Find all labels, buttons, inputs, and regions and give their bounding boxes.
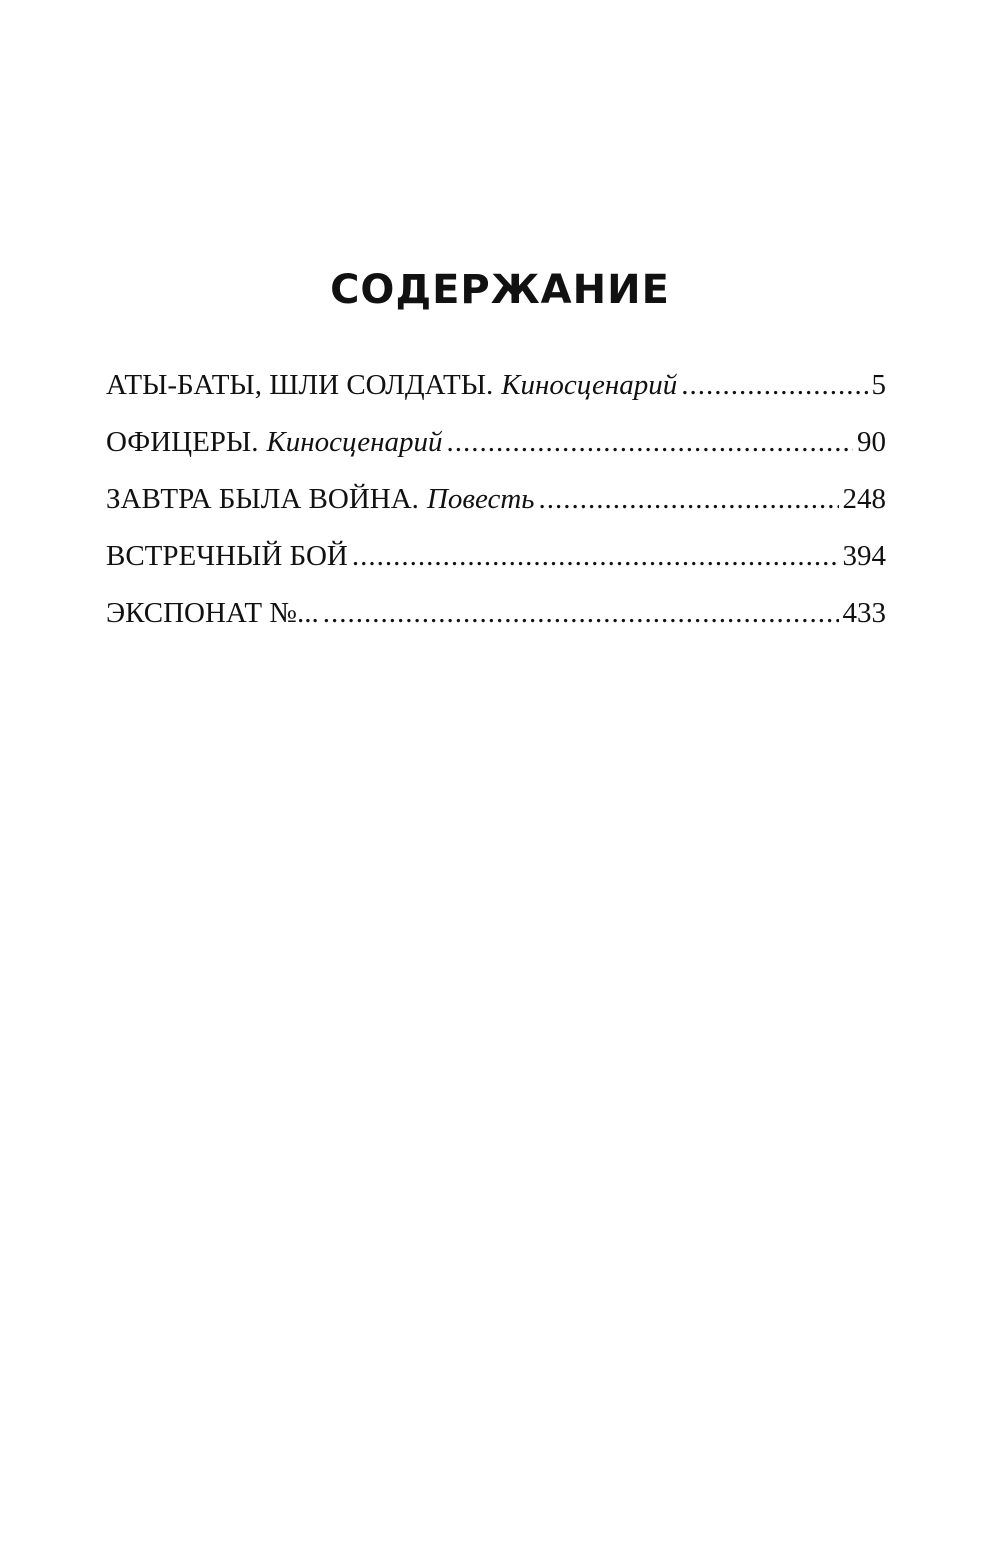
entry-page-number: 248 — [842, 483, 886, 515]
dot-leader — [352, 534, 839, 578]
entry-page-number: 394 — [842, 540, 886, 572]
table-of-contents — [106, 363, 886, 648]
entry-title: ОФИЦЕРЫ. — [106, 426, 259, 458]
toc-entry[interactable] — [106, 534, 886, 591]
dot-leader — [681, 363, 867, 407]
toc-entry[interactable] — [106, 591, 886, 648]
entry-page-number: 433 — [842, 597, 886, 629]
dot-leader — [446, 420, 853, 464]
entry-page-number: 90 — [857, 426, 886, 458]
dot-leader — [538, 477, 838, 521]
entry-title: ЗАВТРА БЫЛА ВОЙНА. — [106, 483, 419, 515]
entry-title: ЭКСПОНАТ №... — [106, 597, 319, 629]
toc-entry[interactable] — [106, 363, 886, 420]
entry-title: АТЫ-БАТЫ, ШЛИ СОЛДАТЫ. — [106, 369, 494, 401]
entry-genre: Киносценарий — [501, 369, 678, 401]
dot-leader — [323, 591, 839, 635]
entry-genre: Киносценарий — [266, 426, 443, 458]
toc-entry[interactable] — [106, 477, 886, 534]
entry-page-number: 5 — [871, 369, 886, 401]
entry-title: ВСТРЕЧНЫЙ БОЙ — [106, 540, 348, 572]
toc-entry[interactable] — [106, 420, 886, 477]
page-title: СОДЕРЖАНИЕ — [330, 267, 670, 313]
entry-genre: Повесть — [426, 483, 535, 515]
